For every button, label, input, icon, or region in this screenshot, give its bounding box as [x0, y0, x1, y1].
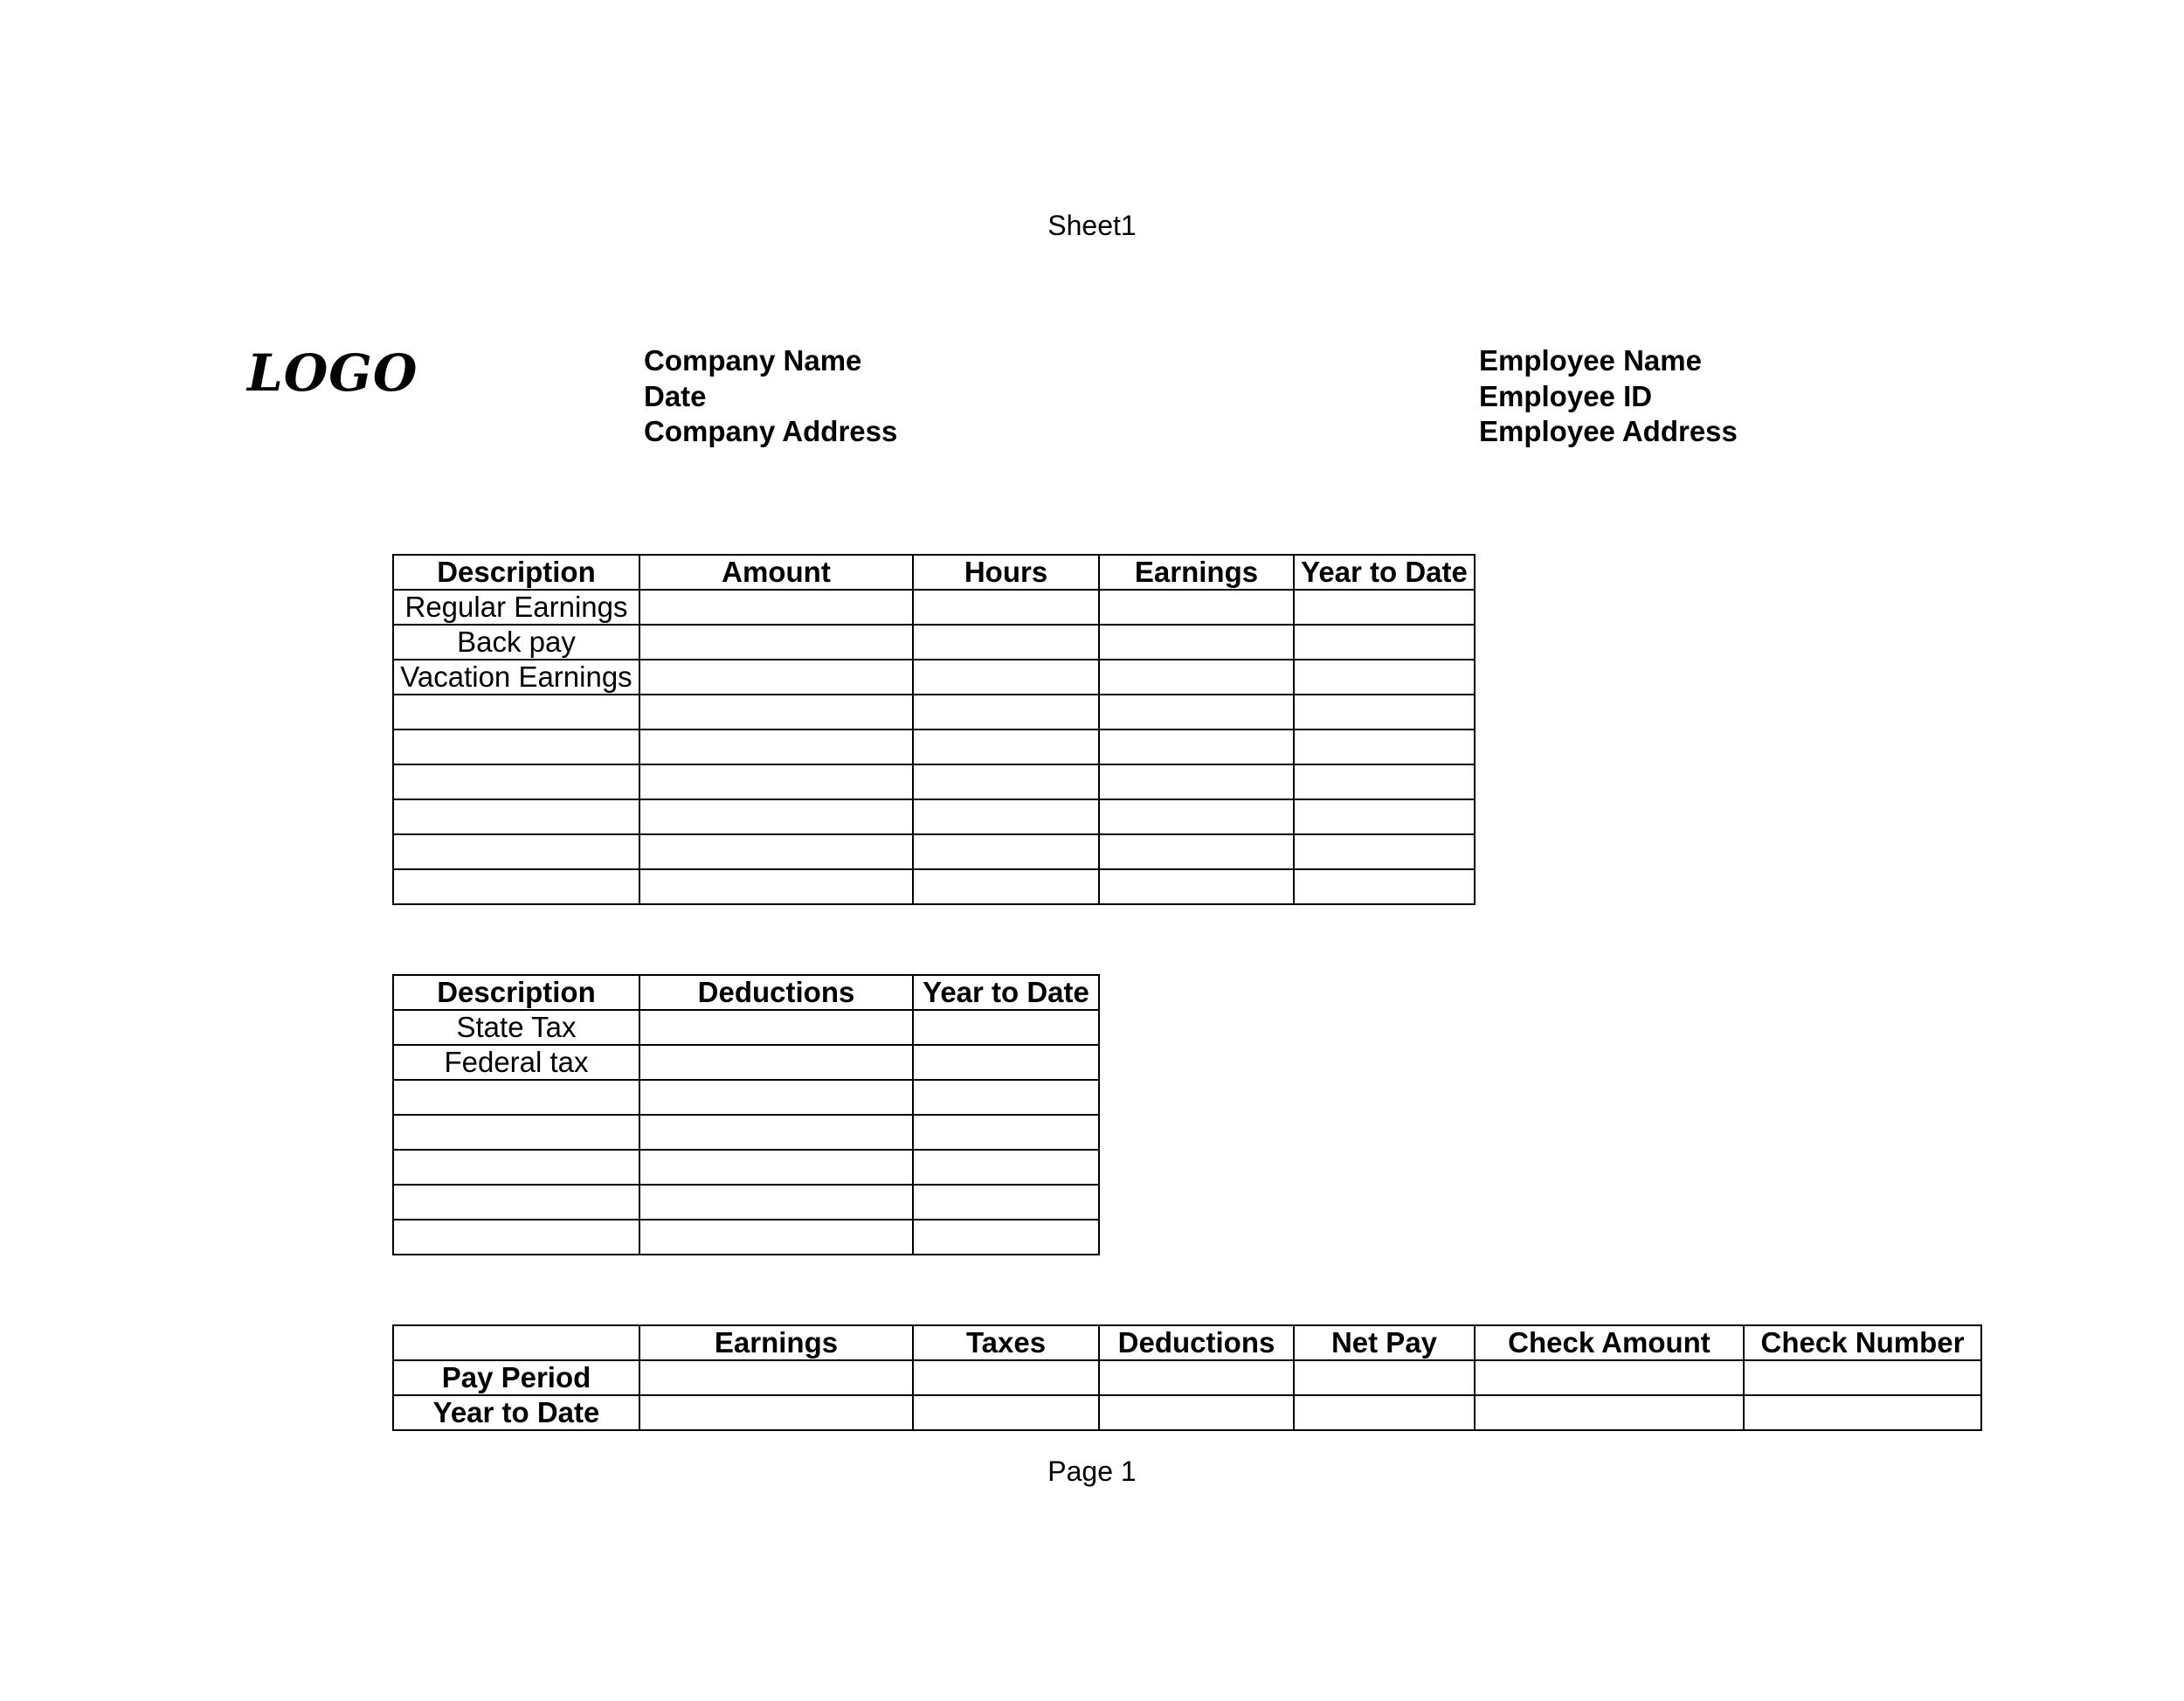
row-label-cell: Federal tax	[393, 1045, 639, 1080]
date-label: Date	[644, 379, 707, 412]
row-label-cell	[393, 869, 639, 904]
row-label-cell: Pay Period	[393, 1360, 639, 1395]
value-cell[interactable]	[1099, 660, 1294, 695]
value-cell[interactable]	[639, 729, 913, 764]
value-cell[interactable]	[1099, 869, 1294, 904]
value-cell[interactable]	[1294, 869, 1475, 904]
earnings-rows	[393, 590, 1475, 904]
value-cell[interactable]	[913, 764, 1099, 799]
table-row	[393, 834, 1475, 869]
company-address-label: Company Address	[644, 415, 898, 447]
value-cell[interactable]	[1294, 660, 1475, 695]
value-cell[interactable]	[913, 1010, 1099, 1045]
employee-address-label: Employee Address	[1479, 415, 1738, 447]
employee-id-label: Employee ID	[1479, 379, 1653, 412]
value-cell[interactable]	[639, 590, 913, 625]
value-cell[interactable]	[913, 729, 1099, 764]
value-cell[interactable]	[1099, 1395, 1294, 1430]
value-cell[interactable]	[913, 834, 1099, 869]
value-cell[interactable]	[639, 1220, 913, 1255]
value-cell[interactable]	[1475, 1360, 1744, 1395]
deductions-header-row	[393, 975, 1099, 1010]
deductions-rows	[393, 1010, 1099, 1255]
value-cell[interactable]	[1294, 764, 1475, 799]
value-cell[interactable]	[1294, 695, 1475, 729]
value-cell[interactable]	[1099, 834, 1294, 869]
table-row	[393, 1115, 1099, 1150]
deductions-header-deductions: Deductions	[639, 975, 913, 1010]
value-cell[interactable]	[1099, 764, 1294, 799]
value-cell[interactable]	[1099, 799, 1294, 834]
value-cell[interactable]	[1294, 625, 1475, 660]
value-cell[interactable]	[639, 1115, 913, 1150]
value-cell[interactable]	[1099, 1360, 1294, 1395]
table-row	[393, 660, 1475, 695]
deductions-table	[392, 974, 1100, 1255]
company-name-label: Company Name	[644, 344, 862, 377]
value-cell[interactable]	[913, 625, 1099, 660]
value-cell[interactable]	[913, 695, 1099, 729]
row-label-cell	[393, 1185, 639, 1220]
value-cell[interactable]	[1099, 625, 1294, 660]
earnings-header-year-to-date: Year to Date	[1294, 555, 1475, 590]
value-cell[interactable]	[1099, 590, 1294, 625]
table-row	[393, 1080, 1099, 1115]
table-row	[393, 799, 1475, 834]
value-cell[interactable]	[1294, 834, 1475, 869]
value-cell[interactable]	[1294, 590, 1475, 625]
value-cell[interactable]	[1475, 1395, 1744, 1430]
earnings-header-earnings: Earnings	[1099, 555, 1294, 590]
row-label-cell	[393, 764, 639, 799]
employee-name-label: Employee Name	[1479, 344, 1702, 377]
value-cell[interactable]	[1294, 729, 1475, 764]
value-cell[interactable]	[639, 764, 913, 799]
value-cell[interactable]	[1744, 1360, 1981, 1395]
row-label-cell	[393, 834, 639, 869]
summary-rows	[393, 1360, 1981, 1430]
value-cell[interactable]	[639, 1045, 913, 1080]
table-row	[393, 590, 1475, 625]
page-number: Page 1	[1047, 1456, 1137, 1487]
summary-header-row	[393, 1325, 1981, 1360]
value-cell[interactable]	[913, 590, 1099, 625]
table-row	[393, 625, 1475, 660]
row-label-cell	[393, 695, 639, 729]
table-row	[393, 1220, 1099, 1255]
value-cell[interactable]	[1099, 695, 1294, 729]
summary-header-earnings: Earnings	[639, 1325, 913, 1360]
value-cell[interactable]	[913, 1045, 1099, 1080]
value-cell[interactable]	[1294, 799, 1475, 834]
row-label-cell: Year to Date	[393, 1395, 639, 1430]
deductions-header-description: Description	[393, 975, 639, 1010]
table-row	[393, 869, 1475, 904]
value-cell[interactable]	[639, 1185, 913, 1220]
value-cell[interactable]	[1294, 1360, 1475, 1395]
value-cell[interactable]	[1099, 729, 1294, 764]
employee-info	[1479, 343, 1738, 450]
table-row	[393, 695, 1475, 729]
summary-header-deductions: Deductions	[1099, 1325, 1294, 1360]
value-cell[interactable]	[913, 660, 1099, 695]
summary-header-blank	[393, 1325, 639, 1360]
value-cell[interactable]	[913, 1220, 1099, 1255]
table-row	[393, 1010, 1099, 1045]
row-label-cell	[393, 1150, 639, 1185]
row-label-cell: Back pay	[393, 625, 639, 660]
value-cell[interactable]	[913, 869, 1099, 904]
sheet-title: Sheet1	[1047, 210, 1137, 241]
table-row	[393, 1150, 1099, 1185]
value-cell[interactable]	[639, 660, 913, 695]
company-logo: LOGO	[247, 343, 418, 403]
value-cell[interactable]	[1294, 1395, 1475, 1430]
value-cell[interactable]	[913, 1360, 1099, 1395]
earnings-header-hours: Hours	[913, 555, 1099, 590]
row-label-cell	[393, 729, 639, 764]
row-label-cell	[393, 1220, 639, 1255]
row-label-cell: State Tax	[393, 1010, 639, 1045]
table-row	[393, 1185, 1099, 1220]
value-cell[interactable]	[913, 799, 1099, 834]
summary-header-check-amount: Check Amount	[1475, 1325, 1744, 1360]
table-row	[393, 1395, 1981, 1430]
value-cell[interactable]	[913, 1080, 1099, 1115]
summary-header-check-number: Check Number	[1744, 1325, 1981, 1360]
row-label-cell: Vacation Earnings	[393, 660, 639, 695]
summary-header-net-pay: Net Pay	[1294, 1325, 1475, 1360]
value-cell[interactable]	[639, 1010, 913, 1045]
value-cell[interactable]	[913, 1150, 1099, 1185]
value-cell[interactable]	[639, 799, 913, 834]
value-cell[interactable]	[639, 1360, 913, 1395]
value-cell[interactable]	[639, 625, 913, 660]
value-cell[interactable]	[639, 869, 913, 904]
value-cell[interactable]	[913, 1185, 1099, 1220]
value-cell[interactable]	[1744, 1395, 1981, 1430]
summary-header-taxes: Taxes	[913, 1325, 1099, 1360]
earnings-header-row	[393, 555, 1475, 590]
deductions-header-year-to-date: Year to Date	[913, 975, 1099, 1010]
row-label-cell	[393, 799, 639, 834]
earnings-header-amount: Amount	[639, 555, 913, 590]
earnings-table	[392, 554, 1476, 905]
value-cell[interactable]	[913, 1115, 1099, 1150]
table-row	[393, 764, 1475, 799]
company-info	[644, 343, 897, 450]
earnings-header-description: Description	[393, 555, 639, 590]
table-row	[393, 1360, 1981, 1395]
value-cell[interactable]	[639, 1150, 913, 1185]
value-cell[interactable]	[639, 695, 913, 729]
value-cell[interactable]	[639, 1395, 913, 1430]
summary-table	[392, 1324, 1982, 1431]
table-row	[393, 729, 1475, 764]
table-row	[393, 1045, 1099, 1080]
row-label-cell: Regular Earnings	[393, 590, 639, 625]
value-cell[interactable]	[639, 834, 913, 869]
value-cell[interactable]	[913, 1395, 1099, 1430]
row-label-cell	[393, 1080, 639, 1115]
value-cell[interactable]	[639, 1080, 913, 1115]
row-label-cell	[393, 1115, 639, 1150]
